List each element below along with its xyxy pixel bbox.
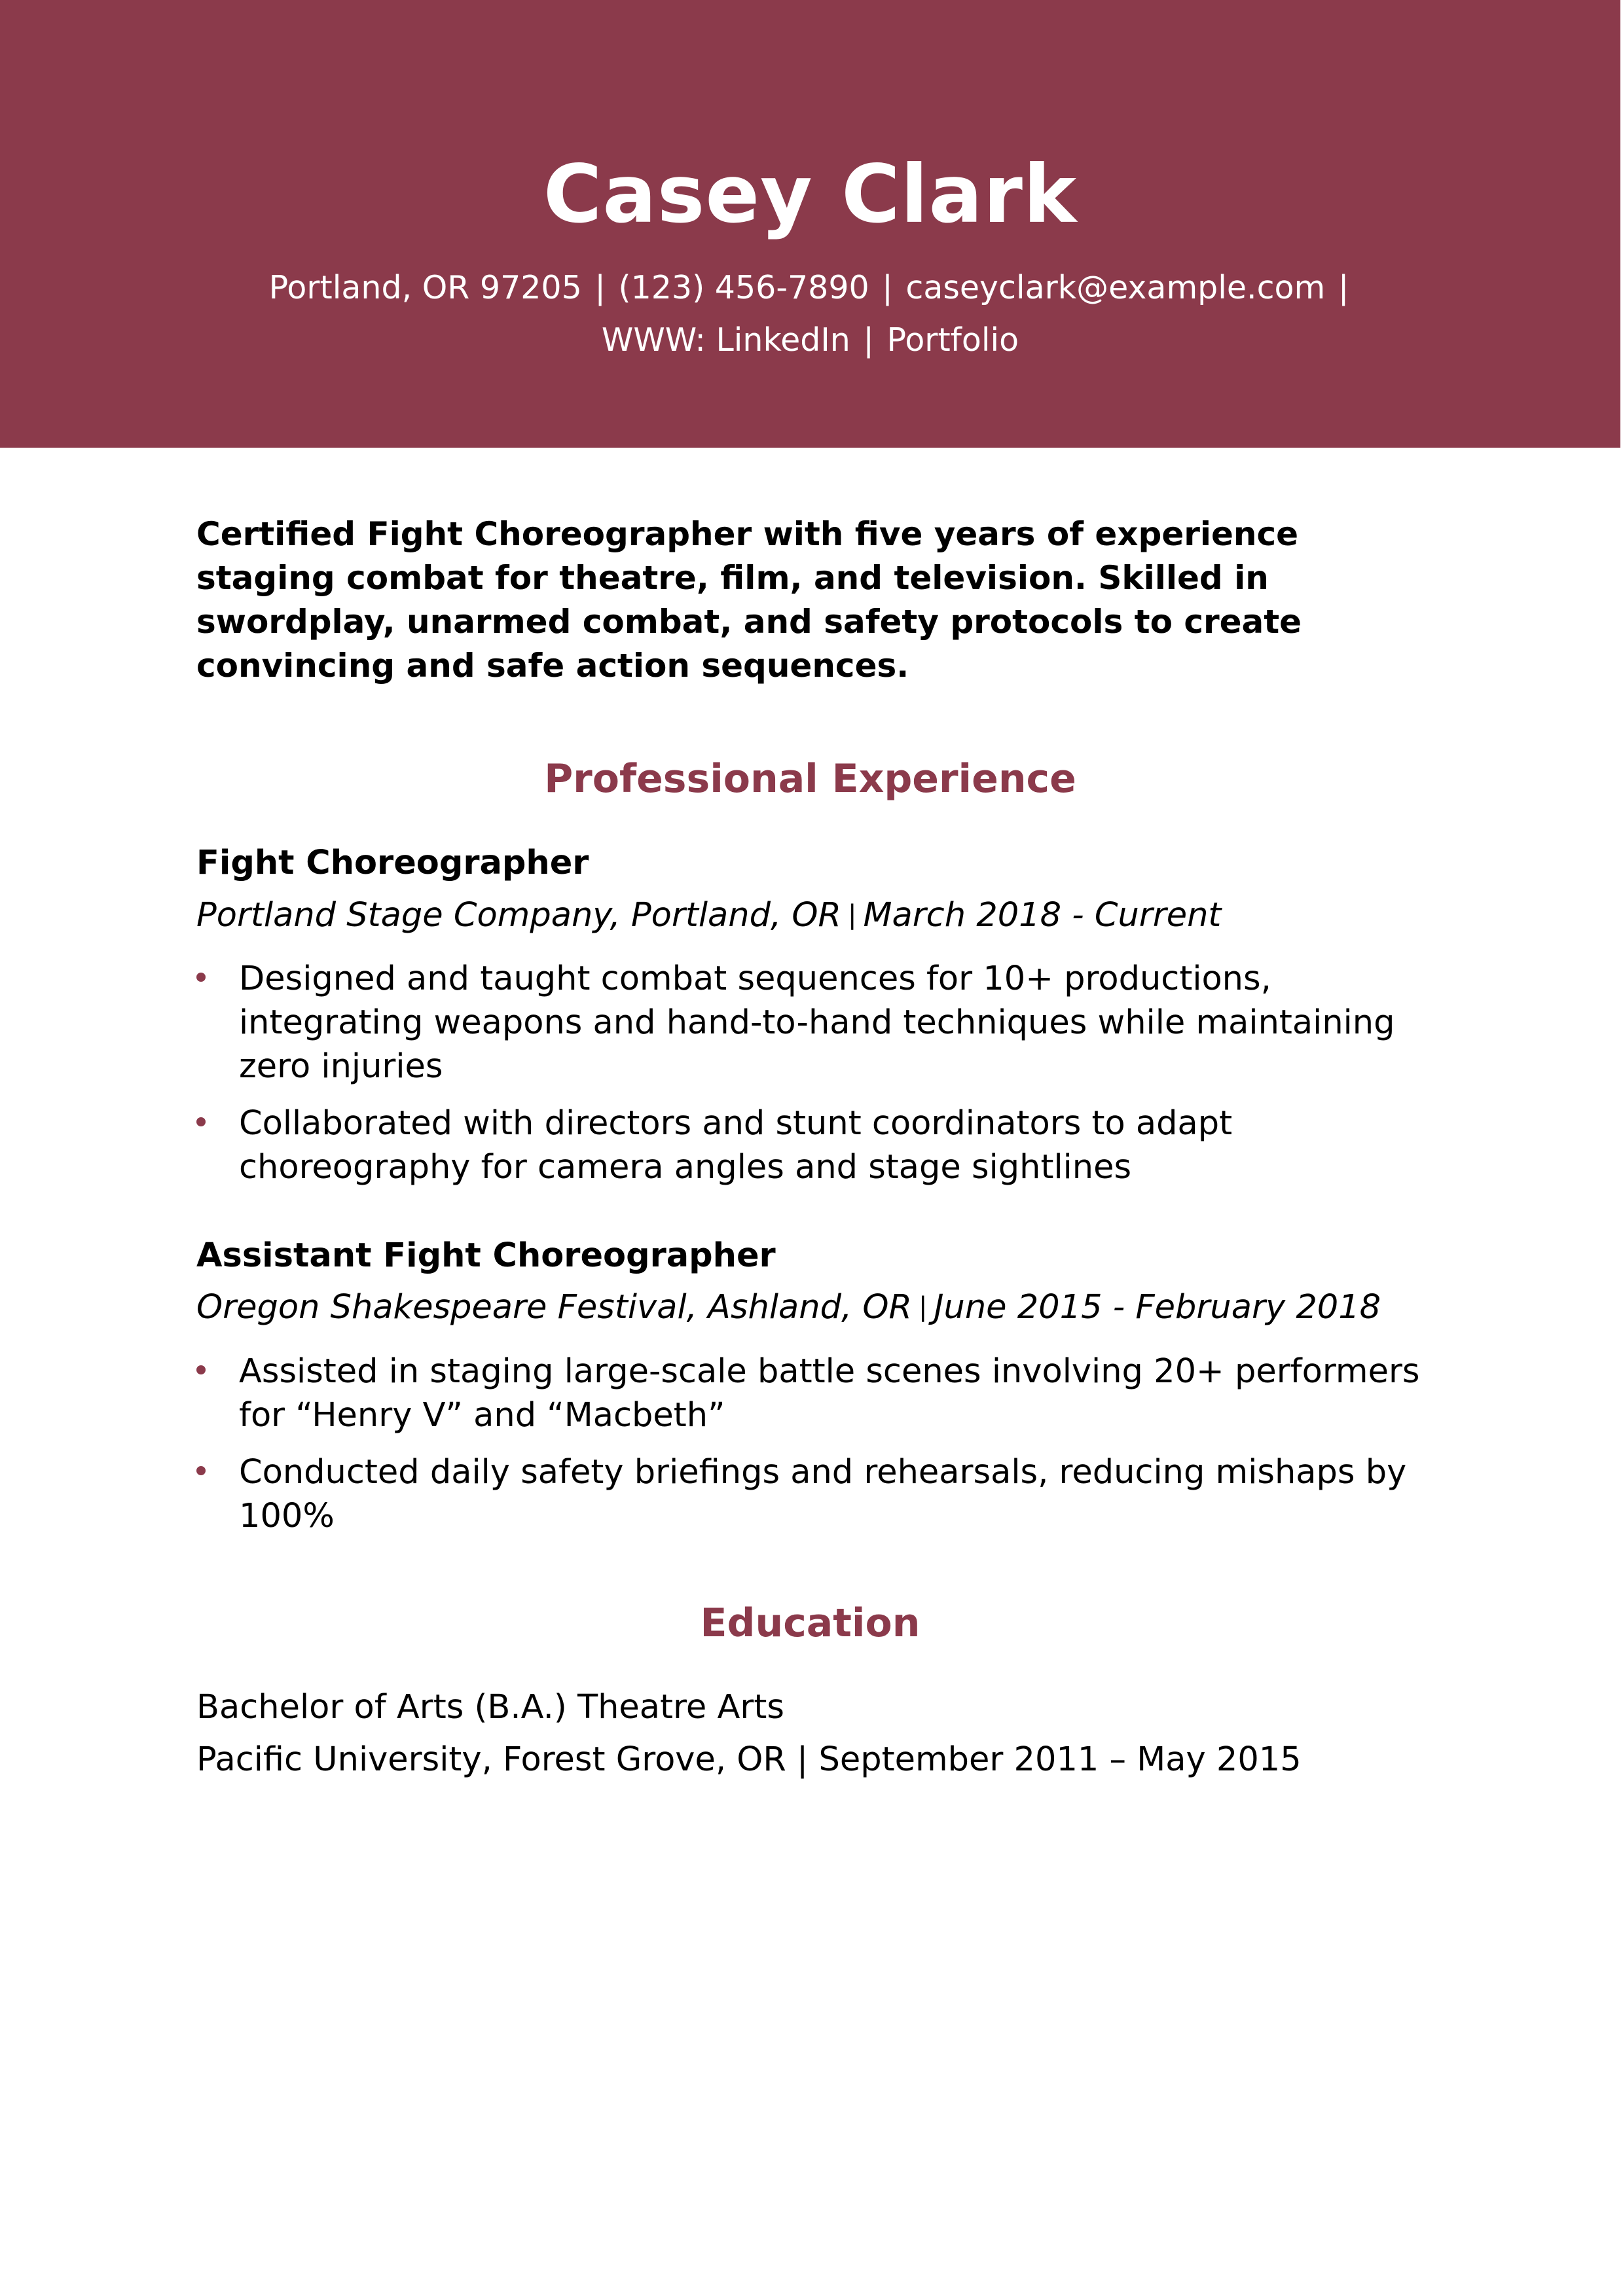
- job-company: Portland Stage Company, Portland, OR: [196, 896, 841, 935]
- contact-separator: |: [594, 269, 606, 306]
- bullet-dot-icon: [196, 1365, 206, 1374]
- list-item: [196, 1102, 1440, 1189]
- contact-separator: |: [863, 321, 874, 359]
- bullet-dot-icon: [196, 973, 206, 982]
- resume-header: [0, 0, 1620, 448]
- bullet-text: Conducted daily safety briefings and rehearsals, reducing mishaps by 100%: [239, 1453, 1407, 1535]
- professional-summary: Certified Fight Choreographer with five years of experience staging combat for theatre, film, and television. Skilled in swordplay, unarmed combat, and safety protocols to create convincing and safe action sequences.: [196, 515, 1302, 685]
- job-title: Fight Choreographer: [196, 844, 589, 882]
- job-company: Oregon Shakespeare Festival, Ashland, OR: [196, 1288, 912, 1327]
- bullet-text: Designed and taught combat sequences for 10+ productions, integrating weapons and hand-to-hand techniques while maintaining zero injuries: [239, 960, 1395, 1086]
- portfolio-link[interactable]: Portfolio: [886, 321, 1019, 359]
- job-meta: [196, 1285, 1381, 1333]
- contact-line-2: [0, 314, 1620, 367]
- bullet-text: Collaborated with directors and stunt coordinators to adapt choreography for camera angles and stage sightlines: [239, 1104, 1233, 1187]
- contact-line-1: [0, 262, 1620, 314]
- contact-location: Portland, OR 97205: [268, 269, 582, 306]
- education-heading: Education: [700, 1600, 921, 1646]
- list-item: [196, 1450, 1440, 1538]
- job-title: Assistant Fight Choreographer: [196, 1236, 776, 1275]
- bullet-dot-icon: [196, 1117, 206, 1126]
- bullet-dot-icon: [196, 1466, 206, 1475]
- job-meta-separator: |: [918, 1292, 928, 1322]
- candidate-name: Casey Clark: [543, 148, 1078, 241]
- www-label: WWW:: [601, 321, 706, 359]
- education-school: Pacific University, Forest Grove, OR | September 2011 – May 2015: [196, 1740, 1302, 1779]
- job-dates: March 2018 - Current: [863, 896, 1222, 935]
- job-bullets: [196, 1350, 1440, 1551]
- linkedin-link[interactable]: LinkedIn: [716, 321, 850, 359]
- contact-separator: |: [882, 269, 893, 306]
- contact-email[interactable]: caseyclark@example.com: [905, 269, 1326, 306]
- experience-heading: Professional Experience: [544, 756, 1076, 802]
- contact-info: [0, 262, 1620, 367]
- job-bullets: [196, 957, 1440, 1202]
- education-degree: Bachelor of Arts (B.A.) Theatre Arts: [196, 1688, 784, 1727]
- job-meta: [196, 893, 1221, 941]
- job-meta-separator: |: [847, 900, 857, 930]
- contact-separator: |: [1338, 269, 1349, 306]
- contact-phone[interactable]: (123) 456-7890: [618, 269, 869, 306]
- list-item: [196, 957, 1440, 1088]
- job-dates: June 2015 - February 2018: [934, 1288, 1381, 1327]
- bullet-text: Assisted in staging large-scale battle scenes involving 20+ performers for “Henry V” and “Macbeth”: [239, 1352, 1420, 1435]
- list-item: [196, 1350, 1440, 1437]
